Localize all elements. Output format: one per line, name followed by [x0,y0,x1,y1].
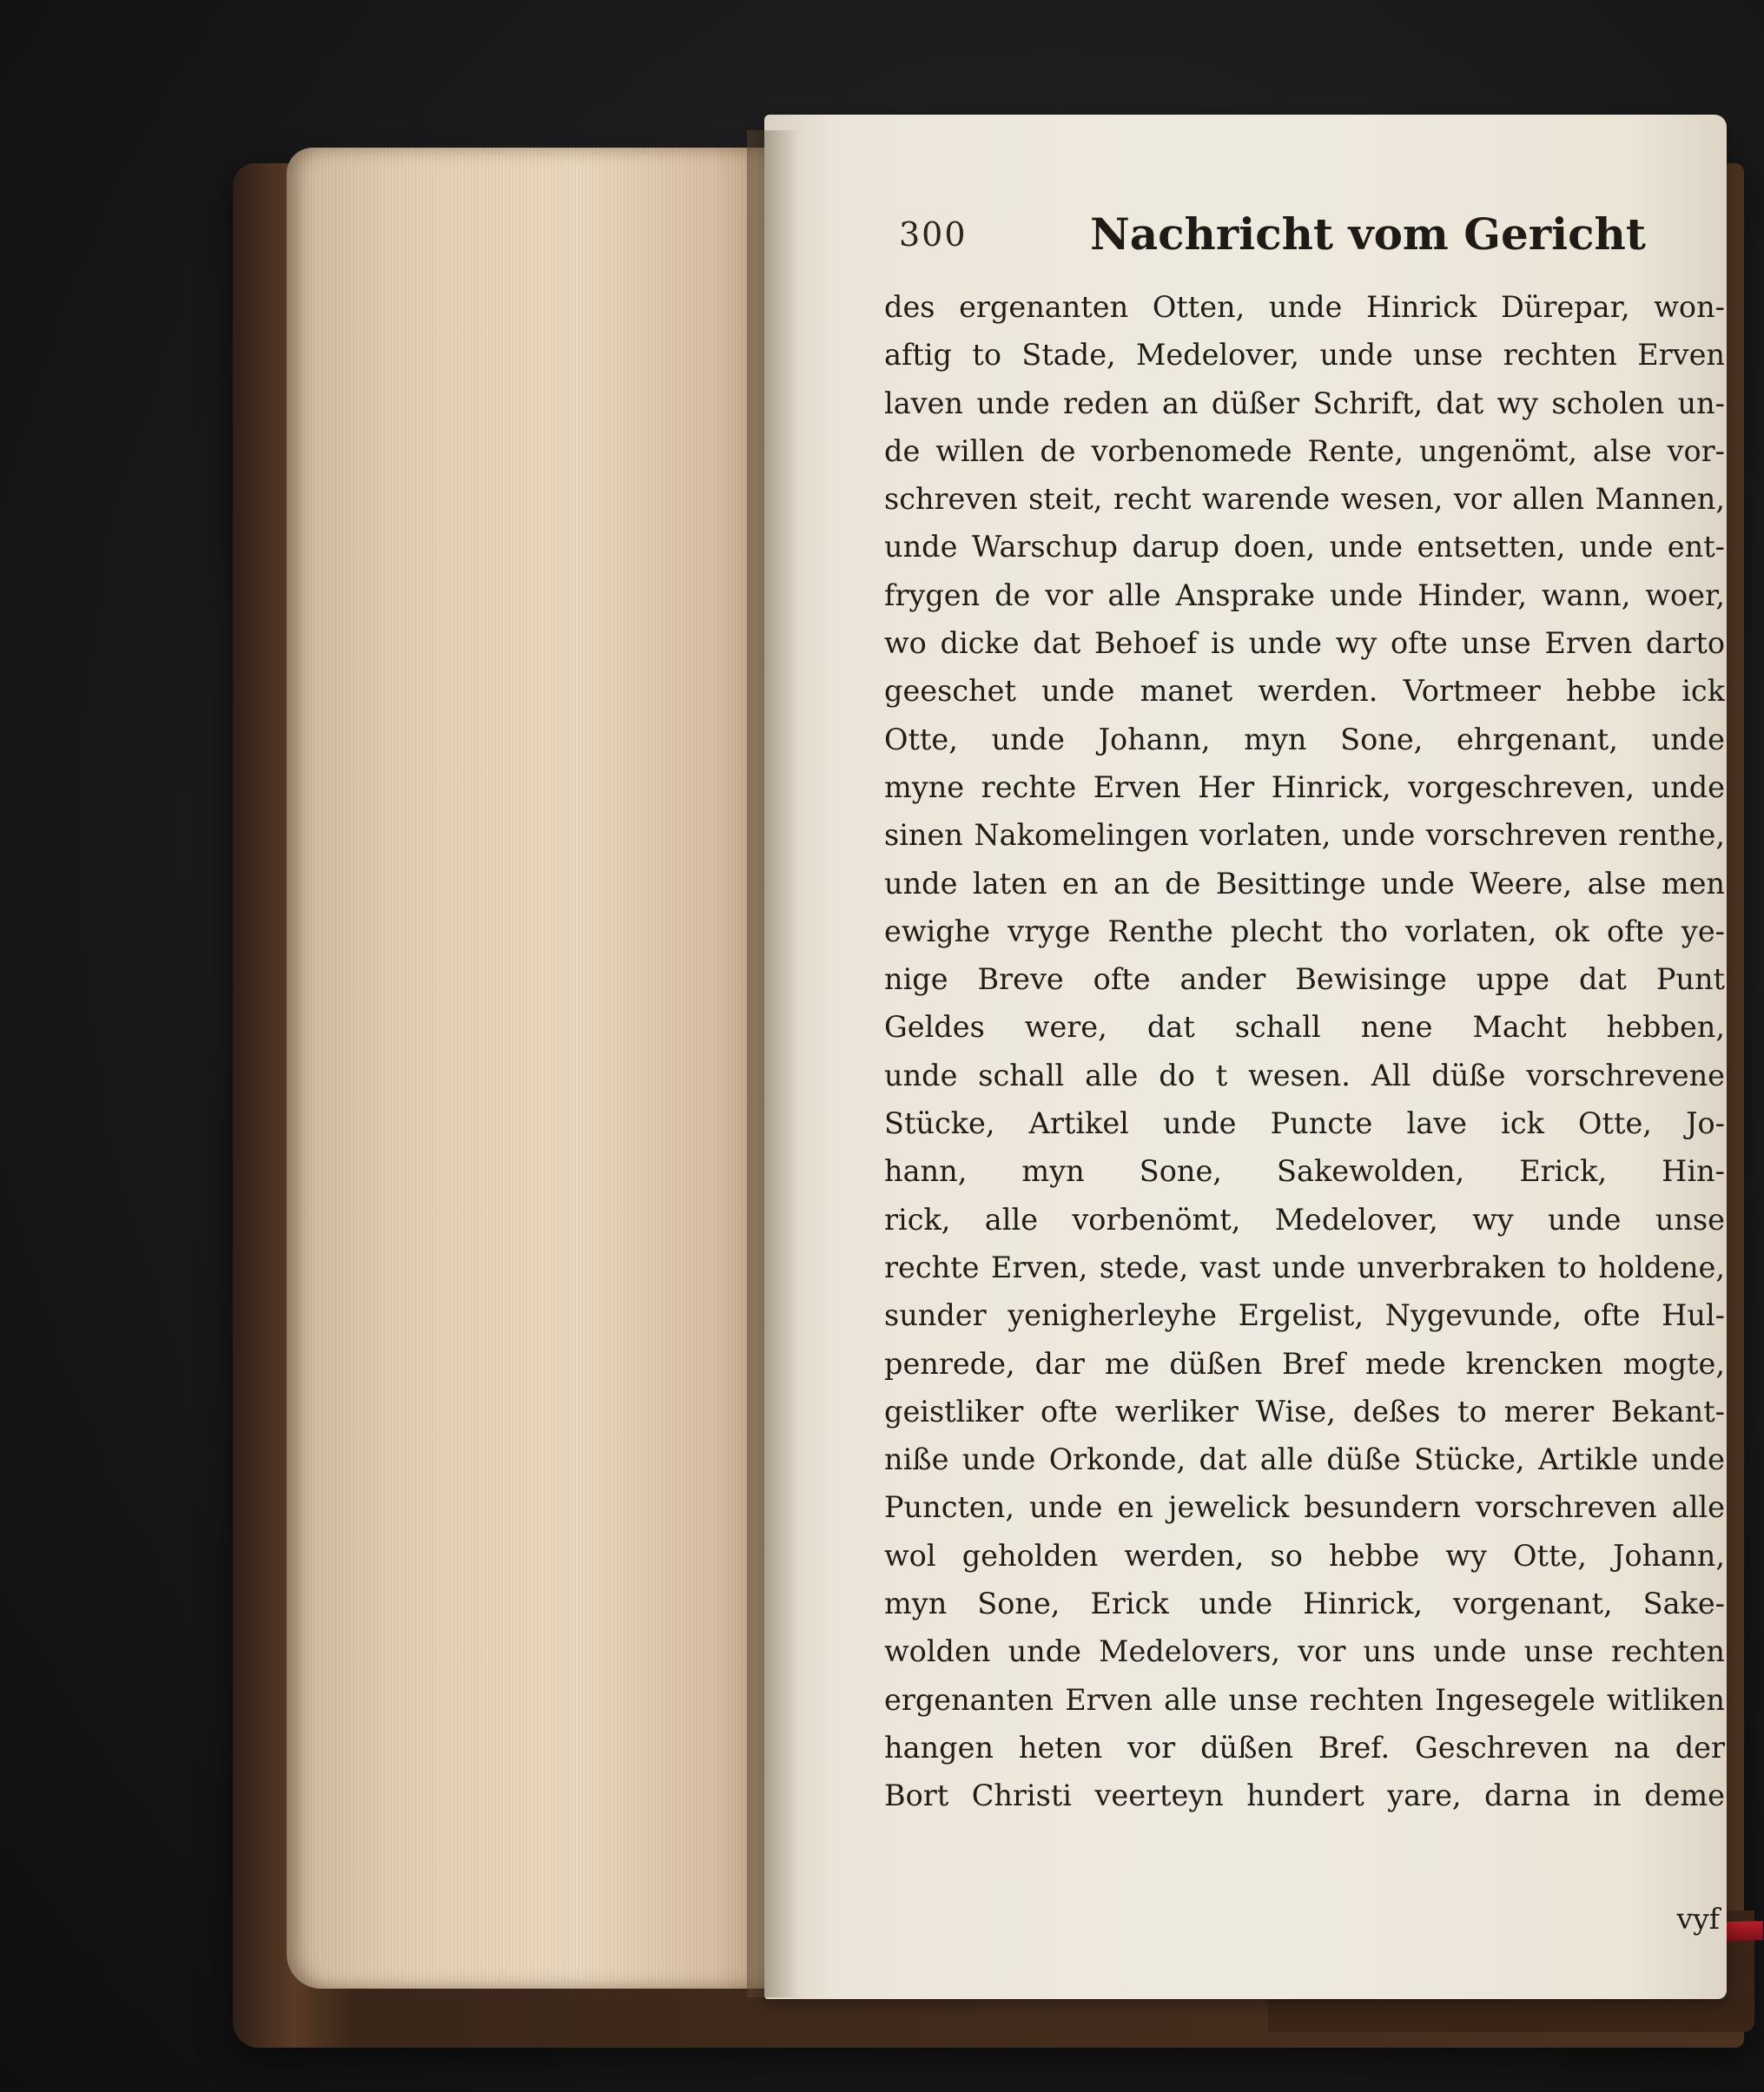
text-line: myne rechte Erven Her Hinrick, vorgeschreven, unde [884,769,1725,804]
text-line: wol geholden werden, so hebbe wy Otte, Johann, [884,1538,1725,1573]
text-line: Puncten, unde en jewelick besundern vorschreven alle [884,1490,1725,1525]
text-line: sunder yenigherleyhe Ergelist, Nygevunde, ofte Hul- [884,1298,1725,1333]
text-line: penrede, dar me düßen Bref mede krencken mogte, [884,1346,1725,1381]
text-line: nige Breve ofte ander Bewisinge uppe dat Punt [884,962,1725,997]
page-number: 300 [899,215,968,254]
text-line: aftig to Stade, Medelover, unde unse rechten Erven [884,338,1725,373]
text-line: myn Sone, Erick unde Hinrick, vorgenant, Sake- [884,1587,1725,1621]
text-line: des ergenanten Otten, unde Hinrick Dürepar, won- [884,290,1725,324]
text-line: schreven steit, recht warende wesen, vor allen Mannen, [884,482,1725,517]
text-line: Geldes were, dat schall nene Macht hebben, [884,1010,1725,1045]
text-line: sinen Nakomelingen vorlaten, unde vorschreven renthe, [884,818,1725,853]
text-line: Stücke, Artikel unde Puncte lave ick Otte, Jo- [884,1106,1725,1141]
text-line: wolden unde Medelovers, vor uns unde unse rechten [884,1634,1725,1669]
running-head [899,208,1681,269]
text-line: ewighe vryge Renthe plecht tho vorlaten, ok ofte ye- [884,914,1725,948]
text-line: Otte, unde Johann, myn Sone, ehrgenant, unde [884,722,1725,756]
running-title: Nachricht vom Gericht [1090,208,1646,260]
text-line: geeschet unde manet werden. Vortmeer hebbe ick [884,674,1725,709]
text-line: laven unde reden an düßer Schrift, dat wy scholen un- [884,386,1725,420]
text-line: unde Warschup darup doen, unde entsetten, unde ent- [884,530,1725,564]
text-line: rechte Erven, stede, vast unde unverbraken to holdene, [884,1250,1725,1284]
text-line: Bort Christi veerteyn hundert yare, darna in deme [884,1779,1725,1813]
text-line: wo dicke dat Behoef is unde wy ofte unse Erven darto [884,626,1725,661]
catchword: vyf [1676,1902,1720,1936]
text-line: niße unde Orkonde, dat alle düße Stücke, Artikle unde [884,1442,1725,1477]
text-line: rick, alle vorbenömt, Medelover, wy unde unse [884,1202,1725,1237]
text-line: unde laten en an de Besittinge unde Weere, alse men [884,866,1725,901]
text-line: geistliker ofte werliker Wise, deßes to merer Bekant- [884,1394,1725,1429]
text-line: unde schall alle do t wesen. All düße vorschrevene [884,1058,1725,1092]
text-line: de willen de vorbenomede Rente, ungenömt, alse vor- [884,433,1725,468]
text-line: frygen de vor alle Ansprake unde Hinder, wann, woer, [884,577,1725,612]
text-line: hann, myn Sone, Sakewolden, Erick, Hin- [884,1154,1725,1189]
page-gutter-shadow [747,130,799,1997]
text-line: hangen heten vor düßen Bref. Geschreven na der [884,1730,1725,1765]
body-text [884,283,1725,1820]
text-line: ergenanten Erven alle unse rechten Ingesegele witliken [884,1682,1725,1717]
page-edge-stack [287,148,773,1989]
